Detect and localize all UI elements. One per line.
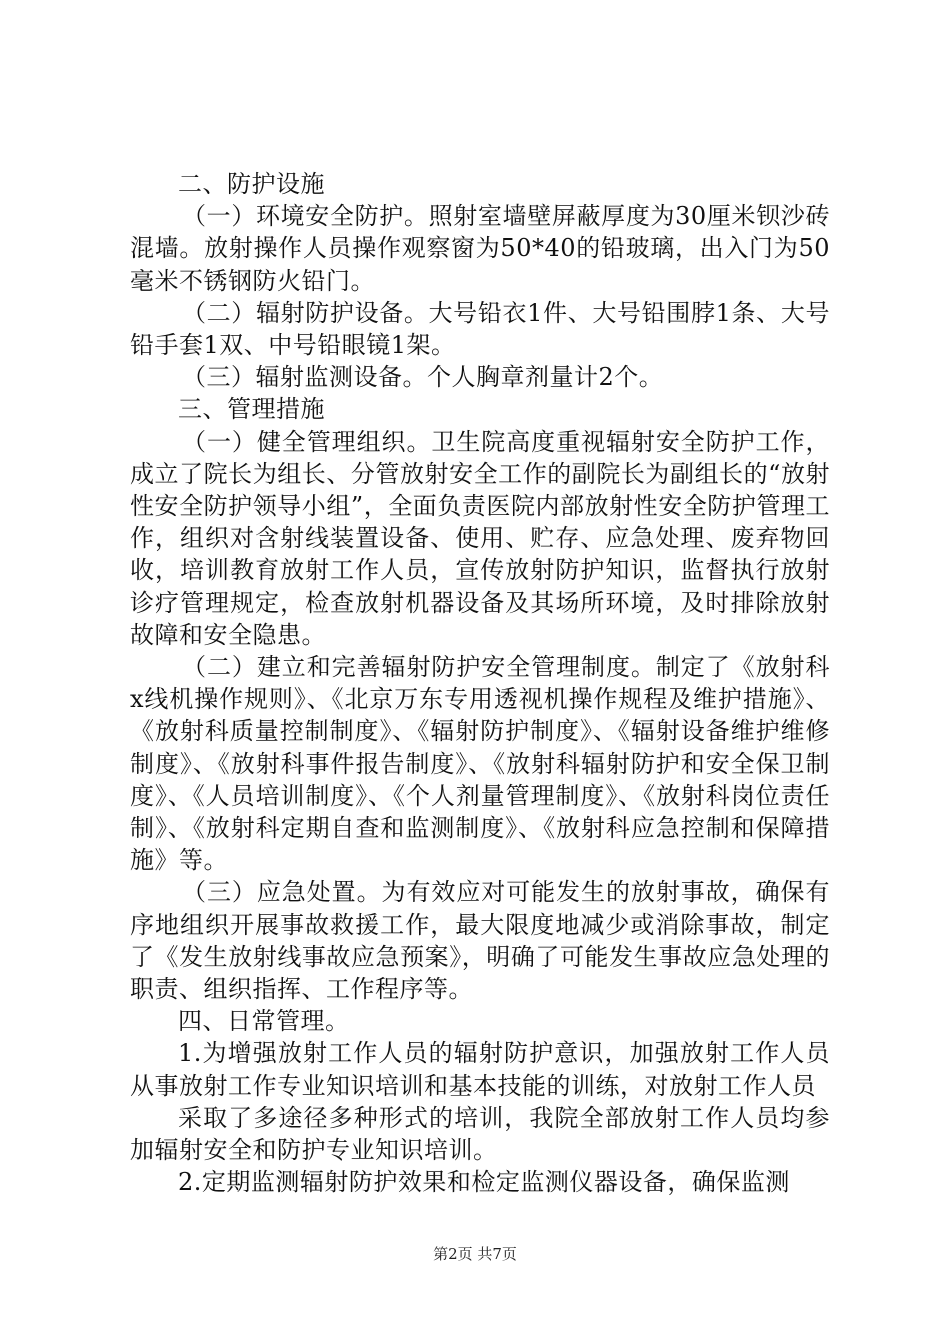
paragraph-training-1: 1.为增强放射工作人员的辐射防护意识，加强放射工作人员从事放射工作专业知识培训和基本技能的训练，对放射工作人员	[130, 1039, 830, 1100]
paragraph-protection-equipment: （二）辐射防护设备。大号铅衣1件、大号铅围脖1条、大号铅手套1双、中号铅眼镜1架。	[130, 298, 830, 360]
paragraph-management-organization: （一）健全管理组织。卫生院高度重视辐射安全防护工作，成立了院长为组长、分管放射安全工作的副院长为副组长的“放射性安全防护领导小组”，全面负责医院内部放射性安全防护管理工作，组织对含射线装置设备、使用、贮存、应急处理、废弃物回收，培训教育放射工作人员，宣传放射防护知识，监督执行放射诊疗管理规定，检查放射机器设备及其场所环境，及时排除放射故障和安全隐患。	[130, 427, 830, 649]
paragraph-emergency-response: （三）应急处置。为有效应对可能发生的放射事故，确保有序地组织开展事故救援工作，最大限度地减少或消除事故，制定了《发生放射线事故应急预案》，明确了可能发生事故应急处理的职责、组织指挥、工作程序等。	[130, 878, 830, 1004]
paragraph-management-system: （二）建立和完善辐射防护安全管理制度。制定了《放射科x线机操作规则》、《北京万东专用透视机操作规程及维护措施》、《放射科质量控制制度》、《辐射防护制度》、《辐射设备维护维修制度》、《放射科事件报告制度》、《放射科辐射防护和安全保卫制度》、《人员培训制度》、《个人剂量管理制度》、《放射科岗位责任制》、《放射科定期自查和监测制度》、《放射科应急控制和保障措施》等。	[130, 653, 830, 875]
paragraph-monitoring-2: 2.定期监测辐射防护效果和检定监测仪器设备，确保监测	[178, 1168, 790, 1197]
document-body	[130, 168, 830, 1199]
paragraph-environment-protection: （一）环境安全防护。照射室墙壁屏蔽厚度为30厘米钡沙砖混墙。放射操作人员操作观察窗为50*40的铅玻璃，出入门为50毫米不锈钢防火铅门。	[130, 202, 830, 295]
paragraph-training-2: 采取了多途径多种形式的培训，我院全部放射工作人员均参加辐射安全和防护专业知识培训。	[130, 1103, 830, 1165]
section-heading-protection-facilities: 二、防护设施	[178, 170, 325, 198]
section-heading-daily-management: 四、日常管理。	[178, 1007, 350, 1036]
paragraph-monitoring-equipment: （三）辐射监测设备。个人胸章剂量计2个。	[182, 363, 664, 392]
section-heading-management-measures: 三、管理措施	[178, 395, 325, 424]
page-footer: 第2页 共7页	[433, 1245, 517, 1263]
